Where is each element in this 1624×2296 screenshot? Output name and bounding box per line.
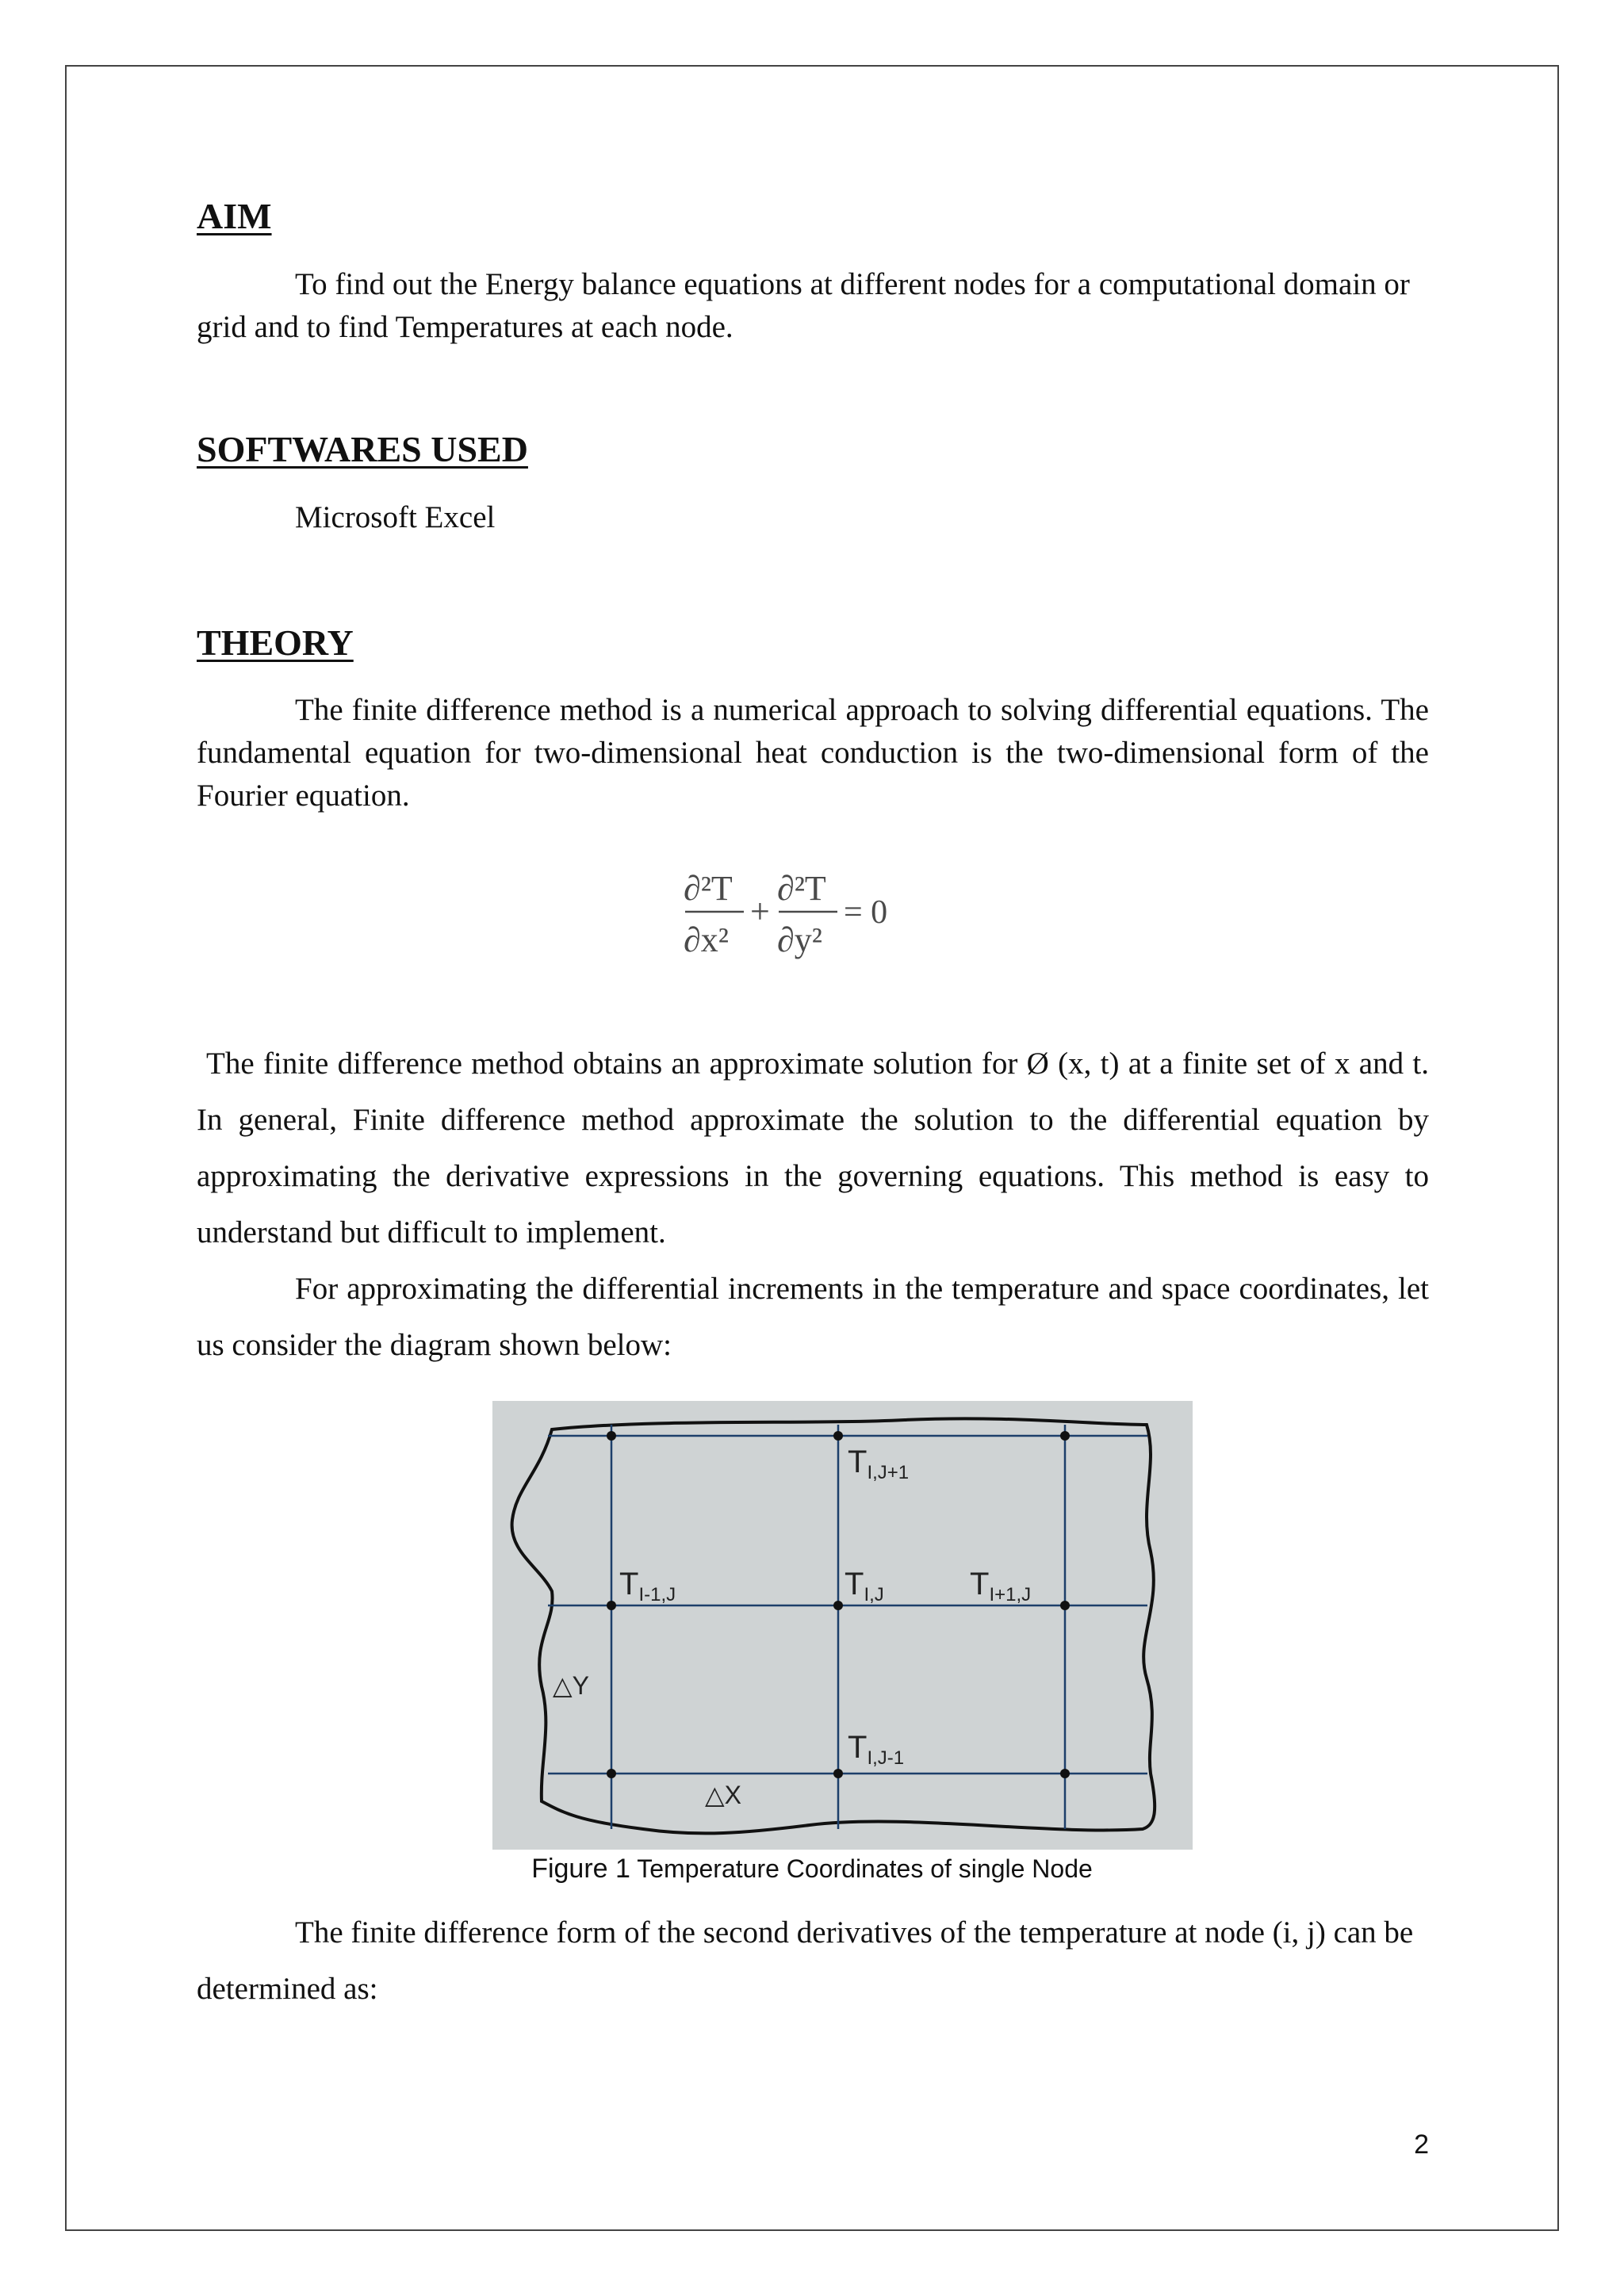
node-label-left: $T_{I-1,J}$ <box>619 1567 676 1605</box>
eq-numerator-1: ∂²T <box>684 869 733 908</box>
theory-paragraph-4: The finite difference form of the second derivatives of the temperature at node (i, j) can be determined as: <box>197 1915 1414 2006</box>
node-label-top: $T_{I,J+1}$ <box>848 1445 910 1483</box>
node-label-right: $T_{I+1,J}$ <box>970 1567 1032 1605</box>
software-section <box>197 430 1429 470</box>
page-number: 2 <box>1414 2130 1429 2160</box>
software-body <box>197 496 1429 539</box>
delta-y-label: △Y <box>553 1671 589 1700</box>
aim-body <box>197 263 1429 349</box>
theory-body-2 <box>197 1035 1429 1373</box>
theory-paragraph-1: The finite difference method is a numerical approach to solving differential equations. The fundamental equation for two-dimensional heat conduction is the two-dimensional form of the Fourier equation. <box>197 693 1429 813</box>
figure-caption <box>0 1854 1624 1885</box>
software-heading: SOFTWARES USED <box>197 429 528 469</box>
eq-denominator-2: ∂y² <box>777 920 822 959</box>
theory-paragraph-2: The finite difference method obtains an approximate solution for Ø (x, t) at a finite set of x and t. In general, Finite difference method approximate the solution to the differential equation by approximating the derivative expressions in the governing equations. This method is easy to understand but difficult to implement. <box>197 1047 1429 1249</box>
aim-heading: AIM <box>197 196 272 236</box>
node-label-bottom: $T_{I,J-1}$ <box>848 1730 905 1769</box>
delta-x-label: △X <box>705 1781 741 1809</box>
aim-text: To find out the Energy balance equations at different nodes for a computational domain or grid and to find Temperatures at each node. <box>197 267 1410 344</box>
node-label-center: $T_{I,J}$ <box>845 1567 884 1605</box>
aim-section <box>197 197 1429 237</box>
theory-paragraph-3: For approximating the differential increments in the temperature and space coordinates, let us consider the diagram shown below: <box>197 1272 1429 1362</box>
eq-numerator-2: ∂²T <box>777 869 826 908</box>
theory-section <box>197 623 1429 664</box>
eq-denominator-1: ∂x² <box>684 920 729 959</box>
eq-rhs: = 0 <box>844 894 888 931</box>
eq-plus: + <box>750 892 770 931</box>
fourier-equation <box>682 858 952 969</box>
theory-heading: THEORY <box>197 622 354 663</box>
figure-caption-text: Temperature Coordinates of single Node <box>637 1854 1093 1883</box>
figure-label: Figure 1 <box>531 1854 630 1884</box>
theory-body-4 <box>197 1904 1429 2017</box>
software-text: Microsoft Excel <box>295 500 496 534</box>
node-grid-figure <box>492 1401 1193 1850</box>
theory-body-1 <box>197 689 1429 817</box>
